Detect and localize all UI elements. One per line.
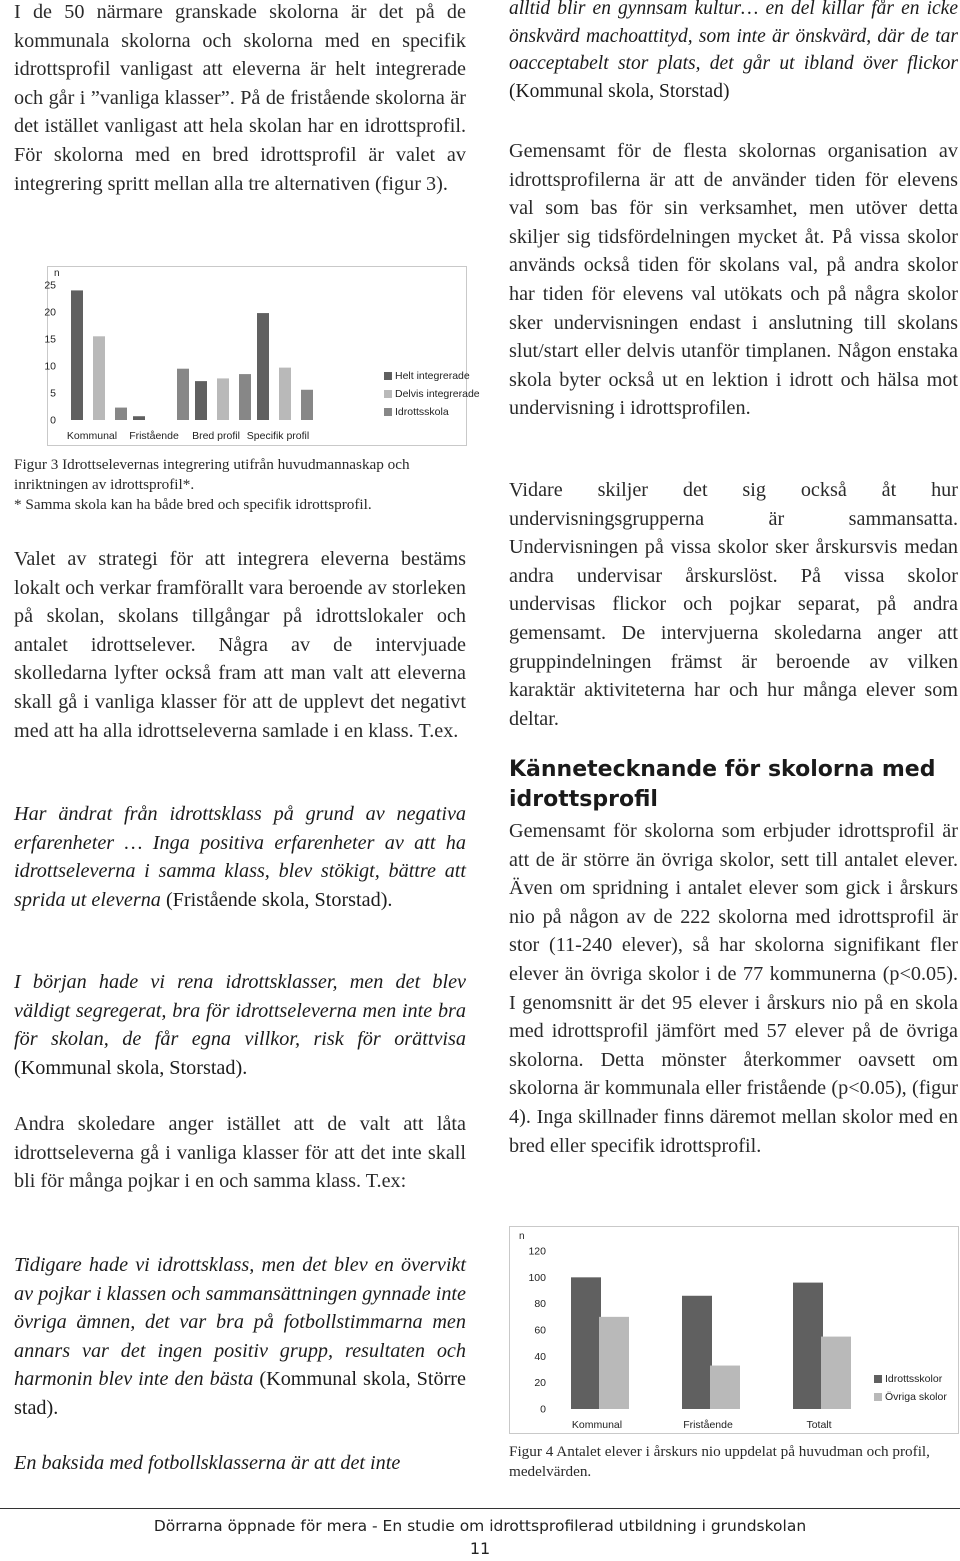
figure-3-caption <box>14 455 466 515</box>
y-tick-label: 25 <box>44 279 56 292</box>
y-axis-label: n <box>54 268 60 279</box>
x-category-label: Kommunal <box>571 1419 623 1431</box>
x-category-label: Kommunal <box>66 430 118 442</box>
right-paragraph-2: Vidare skiljer det sig också åt hur undervisningsgrupperna är sammansatta. Undervisningen på vissa skolor sker årskursvis medan andra undervisar årskurslöst. På vissa skolor undervisas flickor och pojkar separat, på andra gemensamt. De intervjuerna skoledarna anger att gruppindelningen främst är beroende av vilken karaktär aktiviteterna har och hur många elever som deltar. <box>509 479 958 730</box>
legend-label: Idrottsskola <box>395 406 449 418</box>
bar-fristående-1 <box>682 1296 712 1409</box>
bar-totalt-1 <box>793 1283 823 1409</box>
right-paragraph-1: Gemensamt för de flesta skolornas organisation av idrottsprofilerna är att de använder tiden för elevens val som bas för sin verksamhet, men utöver detta skiljer sig tidsfördelningen mycket åt. På vissa skolor används också tiden för skolans val, på andra skolor har tiden för elevens val utökats och på några skolor sker undervisningen endast i anslutning till skolans slut/start eller delvis utanför timplanen. Någon enstaka skola byter också ut en lektion i idrott och hälsa mot undervisning i idrottsprofilen. <box>509 140 958 420</box>
quote-1 <box>14 800 466 914</box>
legend-swatch <box>384 408 392 416</box>
y-tick-label: 10 <box>44 360 56 373</box>
legend-label: Övriga skolor <box>885 1391 947 1403</box>
y-tick-label: 80 <box>534 1298 546 1311</box>
bar-kommunal-2 <box>93 336 105 420</box>
left-paragraph-2: Valet av strategi för att integrera eleverna bestäms lokalt och verkar framförallt vara beroende av storleken på skolan, skolans tillgångar på idrottslokaler och antalet idrottselever. Några av de intervjuade skolledarna lyfter också fram att man valt att eleverna skall gå i vanliga klasser för att de upplevt det negativt med att ha alla idrottseleverna samlade i en klass. T.ex. <box>14 548 466 742</box>
legend-swatch <box>384 372 392 380</box>
bar-bred-profil-1 <box>195 381 207 420</box>
footer-title: Dörrarna öppnade för mera - En studie om idrottsprofilerad utbildning i grundskolan <box>153 1517 807 1535</box>
figure-4-svg <box>510 1227 958 1433</box>
bar-specifik-profil-1 <box>257 313 269 420</box>
bar-bred-profil-2 <box>217 378 229 420</box>
figure-3-caption-line2: * Samma skola kan ha både bred och specifik idrottsprofil. <box>14 496 372 513</box>
bar-fristående-2 <box>710 1366 740 1409</box>
legend-label: Delvis integrerade <box>395 388 480 400</box>
figure-3-svg <box>44 267 480 445</box>
y-tick-label: 0 <box>540 1403 546 1416</box>
x-category-label: Fristående <box>129 430 179 442</box>
page-number: 11 <box>469 1539 491 1558</box>
y-tick-label: 40 <box>534 1350 546 1363</box>
quote-continued <box>509 0 958 105</box>
quote-2 <box>14 968 466 1082</box>
legend-swatch <box>384 390 392 398</box>
legend-label: Idrottsskolor <box>885 1373 943 1385</box>
bar-specifik-profil-2 <box>279 368 291 420</box>
footer-rule <box>0 1508 960 1509</box>
quote-continued-text: alltid blir en gynnsam kultur… en del killar får en icke önskvärd machoattityd, som inte är önskvärd, där de tar oacceptabelt stor plats, det går ut ibland över flickor <box>509 0 958 74</box>
bar-fristående-1 <box>133 416 145 420</box>
quote-3-source: (Kommunal skola, Större stad). <box>14 1368 466 1419</box>
x-category-label: Bred profil <box>192 430 240 442</box>
bar-bred-profil-3 <box>239 374 251 420</box>
quote-1-source: (Fristående skola, Storstad). <box>160 888 393 911</box>
legend-swatch <box>874 1375 882 1383</box>
figure-3-caption-line1: Figur 3 Idrottselevernas integrering utifrån huvudmannaskap och inriktningen av idrottsprofil*. <box>14 456 410 493</box>
y-tick-label: 15 <box>44 333 56 346</box>
y-tick-label: 60 <box>534 1324 546 1337</box>
bar-fristående-3 <box>177 369 189 420</box>
quote-2-text: I början hade vi rena idrottsklasser, men det blev väldigt segregerat, bra för idrottseleverna men inte bra för skolan, de får egna villkor, risk för orättvisa <box>14 971 466 1051</box>
bar-kommunal-3 <box>115 408 127 420</box>
left-paragraph-1: I de 50 närmare granskade skolorna är det på de kommunala skolorna och skolorna med en specifik idrottsprofil vanligast att eleverna är helt integrerade och går i ”vanliga klasser”. På de fristående skolorna är det istället vanligast att hela skolan har en idrottsprofil. För skolorna med en bred idrottsprofil är valet av integrering spritt mellan alla tre alternativen (figur 3). <box>14 1 466 195</box>
figure-4-chart <box>509 1226 959 1434</box>
quote-3-text: Tidigare hade vi idrottsklass, men det blev en övervikt av pojkar i klassen och sammansättningen gynnade inte övriga ämnen, det var bra på fotbollstimmarna men annars var det ingen positiv grupp, resultaten och harmonin blev inte den bästa <box>14 1254 466 1391</box>
quote-3 <box>14 1251 466 1423</box>
quote-continued-source: (Kommunal skola, Storstad) <box>509 80 730 102</box>
bar-kommunal-1 <box>571 1277 601 1409</box>
figure-4-caption: Figur 4 Antalet elever i årskurs nio uppdelat på huvudman och profil, medelvärden. <box>509 1443 930 1480</box>
x-category-label: Specifik profil <box>246 430 310 442</box>
figure-3-chart <box>44 266 480 446</box>
x-category-label: Fristående <box>683 1419 733 1431</box>
x-category-label: Totalt <box>806 1419 832 1431</box>
section-heading: Kännetecknande för skolorna med idrottsprofil <box>509 757 936 812</box>
bar-kommunal-2 <box>599 1317 629 1409</box>
y-tick-label: 100 <box>528 1271 546 1284</box>
quote-2-source: (Kommunal skola, Storstad). <box>14 1056 248 1079</box>
quote-1-text: Har ändrat från idrottsklass på grund av negativa erfarenheter … Inga positiva erfarenheter av att ha idrottseleverna i samma klass, blev stökigt, bättre att sprida ut eleverna <box>14 803 466 911</box>
y-tick-label: 5 <box>50 387 56 400</box>
left-paragraph-3: Andra skoledare anger istället att de valt att låta idrottseleverna gå i vanliga klasser för att det inte skall bli för många pojkar i en och samma klass. T.ex: <box>14 1113 466 1193</box>
y-tick-label: 20 <box>534 1377 546 1390</box>
legend-label: Helt integrerade <box>395 370 470 382</box>
y-tick-label: 0 <box>50 414 56 427</box>
quote-4-text: En baksida med fotbollsklasserna är att det inte <box>14 1452 401 1474</box>
y-tick-label: 20 <box>44 306 56 319</box>
y-axis-label: n <box>519 1231 525 1242</box>
quote-4 <box>14 1449 466 1478</box>
bar-specifik-profil-3 <box>301 390 313 420</box>
bar-totalt-2 <box>821 1337 851 1409</box>
bar-kommunal-1 <box>71 290 83 420</box>
y-tick-label: 120 <box>528 1245 546 1258</box>
legend-swatch <box>874 1393 882 1401</box>
right-paragraph-3: Gemensamt för skolorna som erbjuder idrottsprofil är att de är större än övriga skolor, sett till antalet elever. Även om spridning i antalet elever som gick i årskurs nio på någon av de 222 skolorna med idrottsprofil är stor (11-240 elever), så har skolorna signifikant fler elever än övriga skolor i de 77 kommunerna (p<0.05). I genomsnitt är det 95 elever i årskurs nio på en skola med idrottsprofil jämfört med 57 elever på de övriga skolorna. Detta mönster återkommer oavsett om skolorna är kommunala eller fristående (p<0.05), (figur 4). Inga skillnader finns däremot mellan skolor med en bred eller specifik idrottsprofil. <box>509 820 958 1157</box>
